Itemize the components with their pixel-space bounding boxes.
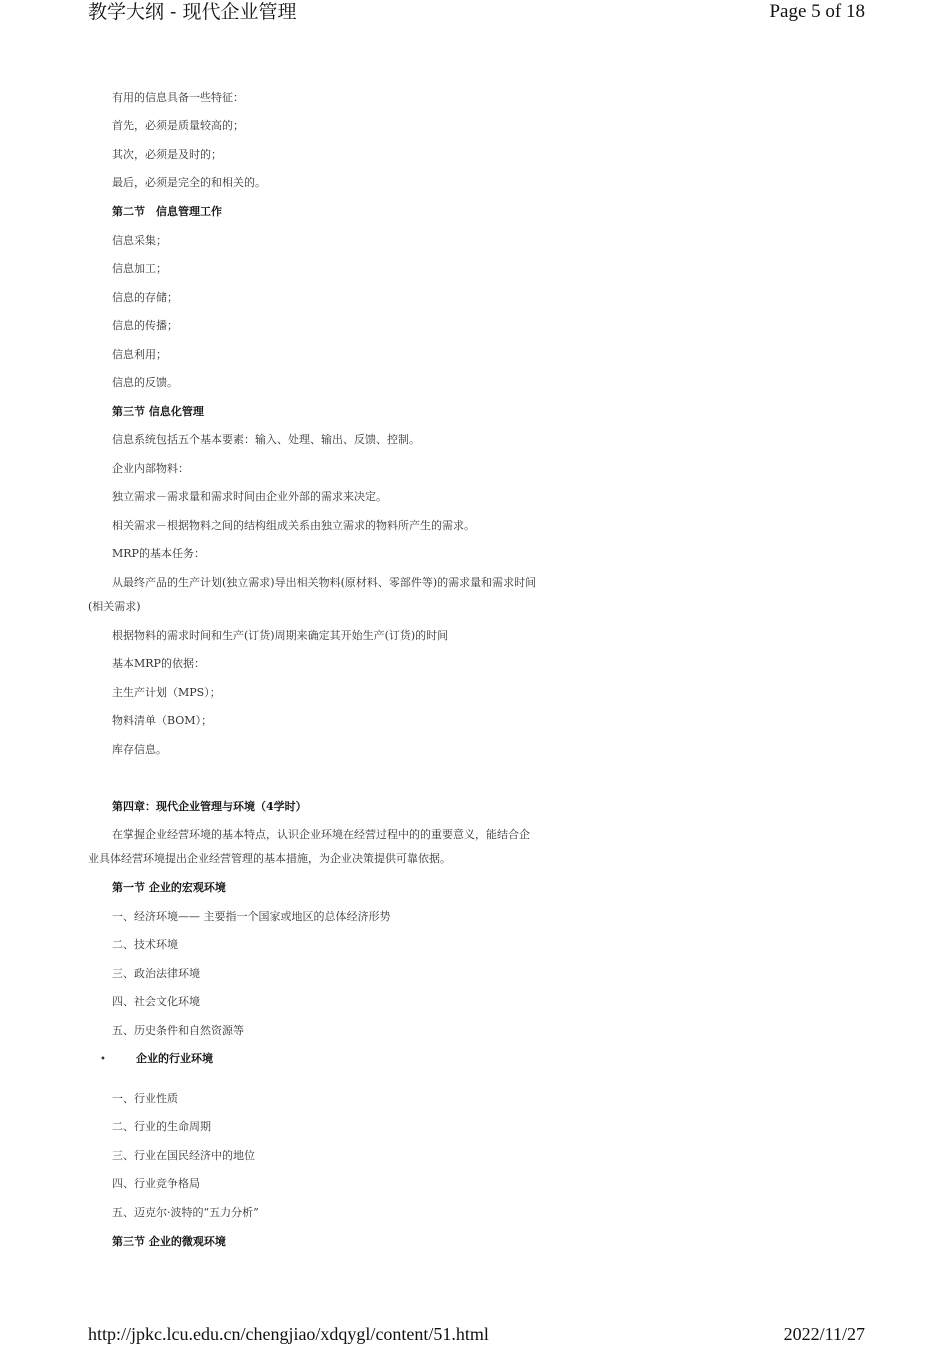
- text-line: 信息加工；: [112, 262, 167, 275]
- text-line: 最后，必须是完全的和相关的。: [112, 176, 266, 189]
- text-line: 物料清单（BOM）；: [112, 714, 213, 727]
- text-line: 独立需求－需求量和需求时间由企业外部的需求来决定。: [112, 490, 387, 503]
- text-line: (相关需求): [88, 600, 141, 613]
- text-line: 信息采集；: [112, 234, 167, 247]
- text-line: 相关需求－根据物料之间的结构组成关系由独立需求的物料所产生的需求。: [112, 519, 475, 532]
- page-header-title: 教学大纲 - 现代企业管理: [88, 1, 297, 23]
- text-line: 二、行业的生命周期: [112, 1120, 211, 1133]
- footer-date: 2022/11/27: [783, 1324, 865, 1344]
- text-line: 五、迈克尔·波特的“五力分析”: [112, 1206, 259, 1219]
- text-line: 五、历史条件和自然资源等: [112, 1024, 244, 1037]
- text-line: 其次，必须是及时的；: [112, 148, 222, 161]
- text-line: 四、社会文化环境: [112, 995, 200, 1008]
- text-line: 有用的信息具备一些特征：: [112, 91, 244, 104]
- text-line: 一、行业性质: [112, 1092, 178, 1105]
- text-line: 四、行业竞争格局: [112, 1177, 200, 1190]
- text-line: 根据物料的需求时间和生产(订货)周期来确定其开始生产(订货)的时间: [112, 629, 449, 642]
- text-line: 库存信息。: [112, 743, 167, 756]
- text-line: 信息的传播；: [112, 319, 178, 332]
- text-line: 业具体经营环境提出企业经营管理的基本措施，为企业决策提供可靠依据。: [88, 852, 451, 865]
- section-heading: 第二节 信息管理工作: [112, 205, 222, 218]
- text-line: 三、政治法律环境: [112, 967, 200, 980]
- page-number: Page 5 of 18: [769, 1, 865, 22]
- text-line: 企业内部物料：: [112, 462, 189, 475]
- text-line: 在掌握企业经营环境的基本特点，认识企业环境在经营过程中的的重要意义，能结合企: [112, 828, 530, 841]
- section-heading: 第三节 信息化管理: [112, 405, 204, 418]
- text-line: 信息利用；: [112, 348, 167, 361]
- text-line: 二、技术环境: [112, 938, 178, 951]
- text-line: 首先，必须是质量较高的；: [112, 119, 244, 132]
- chapter-heading: 第四章：现代企业管理与环境（4学时）: [112, 800, 307, 813]
- text-line: 信息的存储；: [112, 291, 178, 304]
- text-line: 从最终产品的生产计划(独立需求)导出相关物料(原材料、零部件等)的需求量和需求时间: [112, 576, 537, 589]
- text-line: 一、经济环境—— 主要指一个国家或地区的总体经济形势: [112, 910, 391, 923]
- text-line: 信息的反馈。: [112, 376, 178, 389]
- text-line: MRP的基本任务：: [112, 547, 205, 560]
- text-line: 信息系统包括五个基本要素：输入、处理、输出、反馈、控制。: [112, 433, 420, 446]
- footer-url: http://jpkc.lcu.edu.cn/chengjiao/xdqygl/content/51.html: [88, 1324, 489, 1344]
- bullet-marker: •: [100, 1054, 106, 1065]
- section-heading: 第三节 企业的微观环境: [112, 1235, 226, 1248]
- text-line: 基本MRP的依据：: [112, 657, 205, 670]
- section-heading: 第一节 企业的宏观环境: [112, 881, 226, 894]
- text-line: 三、行业在国民经济中的地位: [112, 1149, 255, 1162]
- section-heading: 企业的行业环境: [136, 1052, 213, 1065]
- text-line: 主生产计划（MPS）；: [112, 686, 221, 699]
